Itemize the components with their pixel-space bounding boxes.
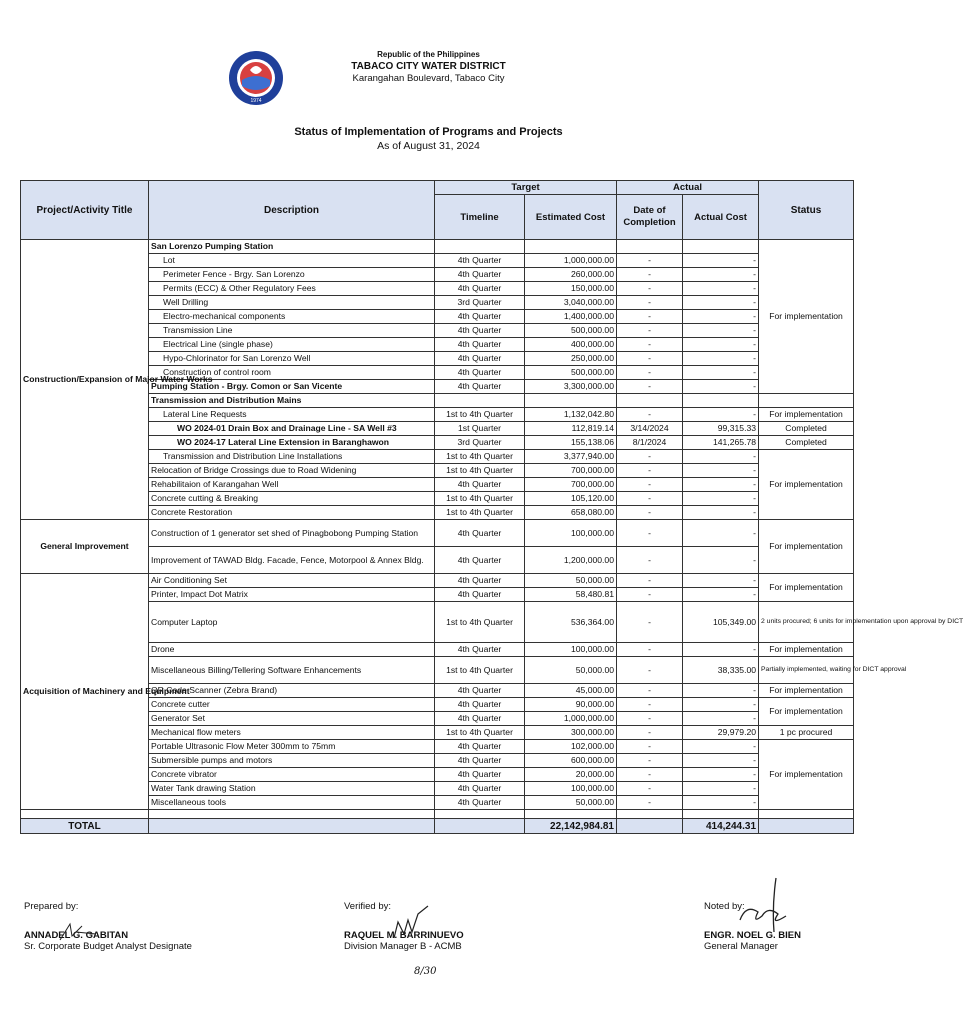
estimated-cost-cell: 260,000.00 [525,268,617,282]
status-cell: Completed [759,436,854,450]
verified-name: RAQUEL M. BARRINUEVO [344,930,464,941]
project-title-cell: Construction/Expansion of Major Water Works [21,240,149,520]
actual-cost-cell: - [683,366,759,380]
description-cell: Transmission and Distribution Mains [149,394,435,408]
timeline-cell: 4th Quarter [435,478,525,492]
estimated-cost-cell: 50,000.00 [525,657,617,684]
completion-date-cell: - [617,506,683,520]
timeline-cell: 4th Quarter [435,366,525,380]
timeline-cell: 1st to 4th Quarter [435,492,525,506]
col-actual-header: Actual [617,181,759,195]
estimated-cost-cell: 600,000.00 [525,754,617,768]
description-cell: Drone [149,643,435,657]
verified-handwritten-date: 8/30 [414,966,437,977]
actual-cost-cell: - [683,796,759,810]
actual-cost-cell: - [683,324,759,338]
status-cell: Completed [759,422,854,436]
estimated-cost-cell: 155,138.06 [525,436,617,450]
estimated-cost-cell: 112,819.14 [525,422,617,436]
description-cell: Construction of control room [149,366,435,380]
description-cell: Hypo-Chlorinator for San Lorenzo Well [149,352,435,366]
table-row [21,240,854,254]
timeline-cell: 1st to 4th Quarter [435,726,525,740]
svg-text:1974: 1974 [250,98,262,104]
description-cell: Miscellaneous tools [149,796,435,810]
actual-cost-cell: 38,335.00 [683,657,759,684]
blank-cell [759,810,854,819]
verified-label: Verified by: [344,901,391,912]
timeline-cell: 4th Quarter [435,254,525,268]
estimated-cost-cell: 58,480.81 [525,588,617,602]
timeline-cell: 4th Quarter [435,338,525,352]
col-description-header: Description [149,181,435,240]
actual-cost-cell: - [683,254,759,268]
actual-cost-cell: - [683,574,759,588]
actual-cost-cell: 141,265.78 [683,436,759,450]
completion-date-cell: - [617,754,683,768]
completion-date-cell: - [617,712,683,726]
timeline-cell: 4th Quarter [435,380,525,394]
spacer-row [21,810,854,819]
actual-cost-cell: - [683,506,759,520]
description-cell: Concrete vibrator [149,768,435,782]
timeline-cell: 4th Quarter [435,310,525,324]
estimated-cost-cell: 250,000.00 [525,352,617,366]
description-cell: Pumping Station - Brgy. Comon or San Vicente [149,380,435,394]
blank-cell [683,810,759,819]
description-cell: Concrete Restoration [149,506,435,520]
description-cell: San Lorenzo Pumping Station [149,240,435,254]
estimated-cost-cell: 1,200,000.00 [525,547,617,574]
estimated-cost-cell: 3,300,000.00 [525,380,617,394]
timeline-cell: 4th Quarter [435,520,525,547]
description-cell: Perimeter Fence - Brgy. San Lorenzo [149,268,435,282]
verified-signature [388,904,438,944]
description-cell: WO 2024-01 Drain Box and Drainage Line - SA Well #3 [149,422,435,436]
description-cell: Construction of 1 generator set shed of Pinagbobong Pumping Station [149,520,435,547]
completion-date-cell: - [617,782,683,796]
table-body [21,240,963,819]
timeline-cell: 1st to 4th Quarter [435,657,525,684]
actual-cost-cell: - [683,408,759,422]
report-title: Status of Implementation of Programs and Projects [294,126,563,138]
blank-cell [435,810,525,819]
description-cell: Water Tank drawing Station [149,782,435,796]
blank-cell [21,810,149,819]
estimated-cost-cell: 300,000.00 [525,726,617,740]
description-cell: Concrete cutting & Breaking [149,492,435,506]
prepared-label: Prepared by: [24,901,79,912]
completion-date-cell: - [617,684,683,698]
col-estimated-cost-header: Estimated Cost [525,195,617,240]
blank-cell [525,810,617,819]
timeline-cell: 4th Quarter [435,352,525,366]
actual-cost-cell: 105,349.00 [683,602,759,643]
completion-date-cell: - [617,602,683,643]
description-cell: Printer, Impact Dot Matrix [149,588,435,602]
header-address: Karangahan Boulevard, Tabaco City [352,73,505,84]
completion-date-cell: - [617,324,683,338]
actual-cost-cell: - [683,520,759,547]
status-cell: For implementation [759,740,854,810]
project-title-cell: Acquisition of Machinery and Equipment [21,574,149,810]
col-title-header: Project/Activity Title [21,181,149,240]
estimated-cost-cell: 536,364.00 [525,602,617,643]
noted-title: General Manager [704,941,778,952]
completion-date-cell: - [617,643,683,657]
status-cell [759,394,854,408]
completion-date-cell: - [617,282,683,296]
estimated-cost-cell: 658,080.00 [525,506,617,520]
timeline-cell [435,240,525,254]
actual-cost-cell: - [683,492,759,506]
status-cell: For implementation [759,450,854,520]
header-republic: Republic of the Philippines [377,50,480,59]
timeline-cell: 1st to 4th Quarter [435,408,525,422]
col-date-completion-header: Date of Completion [617,195,683,240]
description-cell: Transmission and Distribution Line Installations [149,450,435,464]
description-cell: Improvement of TAWAD Bldg. Facade, Fence, Motorpool & Annex Bldg. [149,547,435,574]
completion-date-cell: - [617,464,683,478]
description-cell: Miscellaneous Billing/Tellering Software Enhancements [149,657,435,684]
timeline-cell: 4th Quarter [435,712,525,726]
description-cell: Relocation of Bridge Crossings due to Road Widening [149,464,435,478]
estimated-cost-cell: 90,000.00 [525,698,617,712]
completion-date-cell: - [617,768,683,782]
status-cell: Partially implemented, waiting for DICT approval [759,657,854,684]
description-cell: Permits (ECC) & Other Regulatory Fees [149,282,435,296]
description-cell: Generator Set [149,712,435,726]
header-org-name: TABACO CITY WATER DISTRICT [351,61,506,72]
total-label: TOTAL [21,819,149,834]
completion-date-cell: - [617,268,683,282]
actual-cost-cell: - [683,282,759,296]
table-row [21,520,854,547]
description-cell: Well Drilling [149,296,435,310]
status-cell: For implementation [759,408,854,422]
actual-cost-cell: 99,315.33 [683,422,759,436]
timeline-cell: 1st to 4th Quarter [435,464,525,478]
actual-cost-cell: - [683,547,759,574]
completion-date-cell: - [617,740,683,754]
completion-date-cell: - [617,698,683,712]
timeline-cell: 4th Quarter [435,768,525,782]
actual-cost-cell: - [683,698,759,712]
timeline-cell: 1st Quarter [435,422,525,436]
status-cell: 1 pc procured [759,726,854,740]
completion-date-cell: - [617,574,683,588]
actual-cost-cell: - [683,478,759,492]
estimated-cost-cell: 400,000.00 [525,338,617,352]
completion-date-cell: - [617,588,683,602]
description-cell: Portable Ultrasonic Flow Meter 300mm to 75mm [149,740,435,754]
estimated-cost-cell: 102,000.00 [525,740,617,754]
timeline-cell [435,394,525,408]
timeline-cell: 3rd Quarter [435,436,525,450]
timeline-cell: 4th Quarter [435,268,525,282]
description-cell: WO 2024-17 Lateral Line Extension in Baranghawon [149,436,435,450]
actual-cost-cell: 29,979.20 [683,726,759,740]
status-cell: For implementation [759,684,854,698]
actual-cost-cell: - [683,268,759,282]
status-table [20,180,963,834]
actual-cost-cell: - [683,740,759,754]
estimated-cost-cell: 500,000.00 [525,324,617,338]
actual-cost-cell [683,394,759,408]
actual-cost-cell: - [683,684,759,698]
total-blank [435,819,525,834]
status-cell: For implementation [759,643,854,657]
blank-cell [149,810,435,819]
completion-date-cell: - [617,380,683,394]
estimated-cost-cell: 150,000.00 [525,282,617,296]
noted-name: ENGR. NOEL G. BIEN [704,930,801,941]
estimated-cost-cell: 50,000.00 [525,574,617,588]
description-cell: Mechanical flow meters [149,726,435,740]
actual-cost-cell: - [683,338,759,352]
actual-cost-cell: - [683,588,759,602]
estimated-cost-cell: 100,000.00 [525,643,617,657]
description-cell: Lot [149,254,435,268]
col-timeline-header: Timeline [435,195,525,240]
noted-label: Noted by: [704,901,745,912]
timeline-cell: 4th Quarter [435,796,525,810]
estimated-cost-cell: 3,377,940.00 [525,450,617,464]
estimated-cost-cell: 700,000.00 [525,478,617,492]
actual-cost-cell: - [683,310,759,324]
total-blank [759,819,854,834]
blank-cell [617,810,683,819]
actual-cost-cell: - [683,712,759,726]
timeline-cell: 4th Quarter [435,698,525,712]
estimated-cost-cell: 100,000.00 [525,520,617,547]
table-row [21,574,854,588]
completion-date-cell [617,240,683,254]
actual-cost-cell: - [683,380,759,394]
prepared-name: ANNADEL G. GABITAN [24,930,129,941]
status-cell: For implementation [759,574,854,602]
completion-date-cell: - [617,408,683,422]
status-cell: For implementation [759,698,854,726]
actual-cost-cell: - [683,782,759,796]
timeline-cell: 1st to 4th Quarter [435,506,525,520]
col-actual-cost-header: Actual Cost [683,195,759,240]
estimated-cost-cell: 45,000.00 [525,684,617,698]
timeline-cell: 4th Quarter [435,324,525,338]
estimated-cost-cell: 3,040,000.00 [525,296,617,310]
completion-date-cell [617,394,683,408]
timeline-cell: 1st to 4th Quarter [435,602,525,643]
estimated-cost-cell: 1,400,000.00 [525,310,617,324]
completion-date-cell: - [617,520,683,547]
estimated-cost-cell: 700,000.00 [525,464,617,478]
description-cell: Electrical Line (single phase) [149,338,435,352]
prepared-signature [56,918,116,946]
completion-date-cell: - [617,547,683,574]
estimated-cost-cell: 1,000,000.00 [525,712,617,726]
estimated-cost-cell: 500,000.00 [525,366,617,380]
timeline-cell: 4th Quarter [435,588,525,602]
description-cell: Air Conditioning Set [149,574,435,588]
completion-date-cell: - [617,254,683,268]
prepared-title: Sr. Corporate Budget Analyst Designate [24,941,192,952]
estimated-cost-cell: 20,000.00 [525,768,617,782]
description-cell: Submersible pumps and motors [149,754,435,768]
estimated-cost-cell: 1,132,042.80 [525,408,617,422]
actual-cost-cell: - [683,450,759,464]
actual-cost-cell: - [683,352,759,366]
completion-date-cell: 3/14/2024 [617,422,683,436]
completion-date-cell: - [617,726,683,740]
completion-date-cell: - [617,310,683,324]
timeline-cell: 4th Quarter [435,740,525,754]
actual-cost-cell [683,240,759,254]
estimated-cost-cell [525,394,617,408]
completion-date-cell: - [617,296,683,310]
col-status-header: Status [759,181,854,240]
report-date: As of August 31, 2024 [377,140,480,152]
timeline-cell: 4th Quarter [435,754,525,768]
noted-signature [732,876,798,938]
timeline-cell: 1st to 4th Quarter [435,450,525,464]
completion-date-cell: 8/1/2024 [617,436,683,450]
timeline-cell: 4th Quarter [435,282,525,296]
actual-cost-cell: - [683,464,759,478]
description-cell: Concrete cutter [149,698,435,712]
completion-date-cell: - [617,657,683,684]
completion-date-cell: - [617,338,683,352]
completion-date-cell: - [617,352,683,366]
total-blank [149,819,435,834]
col-target-header: Target [435,181,617,195]
completion-date-cell: - [617,796,683,810]
completion-date-cell: - [617,366,683,380]
estimated-cost-cell: 50,000.00 [525,796,617,810]
timeline-cell: 4th Quarter [435,782,525,796]
actual-cost-cell: - [683,643,759,657]
status-cell: 2 units procured; 6 units for implementation upon approval by DICT [759,602,854,643]
total-row [21,819,854,834]
completion-date-cell: - [617,492,683,506]
actual-cost-cell: - [683,768,759,782]
description-cell: Rehabilitaion of Karangahan Well [149,478,435,492]
actual-cost-cell: - [683,754,759,768]
timeline-cell: 4th Quarter [435,643,525,657]
estimated-cost-cell: 100,000.00 [525,782,617,796]
actual-cost-cell: - [683,296,759,310]
description-cell: Lateral Line Requests [149,408,435,422]
timeline-cell: 4th Quarter [435,574,525,588]
timeline-cell: 4th Quarter [435,684,525,698]
completion-date-cell: - [617,478,683,492]
estimated-cost-cell: 105,120.00 [525,492,617,506]
estimated-cost-cell [525,240,617,254]
timeline-cell: 4th Quarter [435,547,525,574]
description-cell: Transmission Line [149,324,435,338]
completion-date-cell: - [617,450,683,464]
total-actual: 414,244.31 [683,819,759,834]
timeline-cell: 3rd Quarter [435,296,525,310]
description-cell: QR Code Scanner (Zebra Brand) [149,684,435,698]
verified-title: Division Manager B - ACMB [344,941,462,952]
description-cell: Computer Laptop [149,602,435,643]
project-title-cell: General Improvement [21,520,149,574]
total-blank [617,819,683,834]
description-cell: Electro-mechanical components [149,310,435,324]
estimated-cost-cell: 1,000,000.00 [525,254,617,268]
status-cell: For implementation [759,520,854,574]
total-estimated: 22,142,984.81 [525,819,617,834]
status-cell: For implementation [759,240,854,394]
